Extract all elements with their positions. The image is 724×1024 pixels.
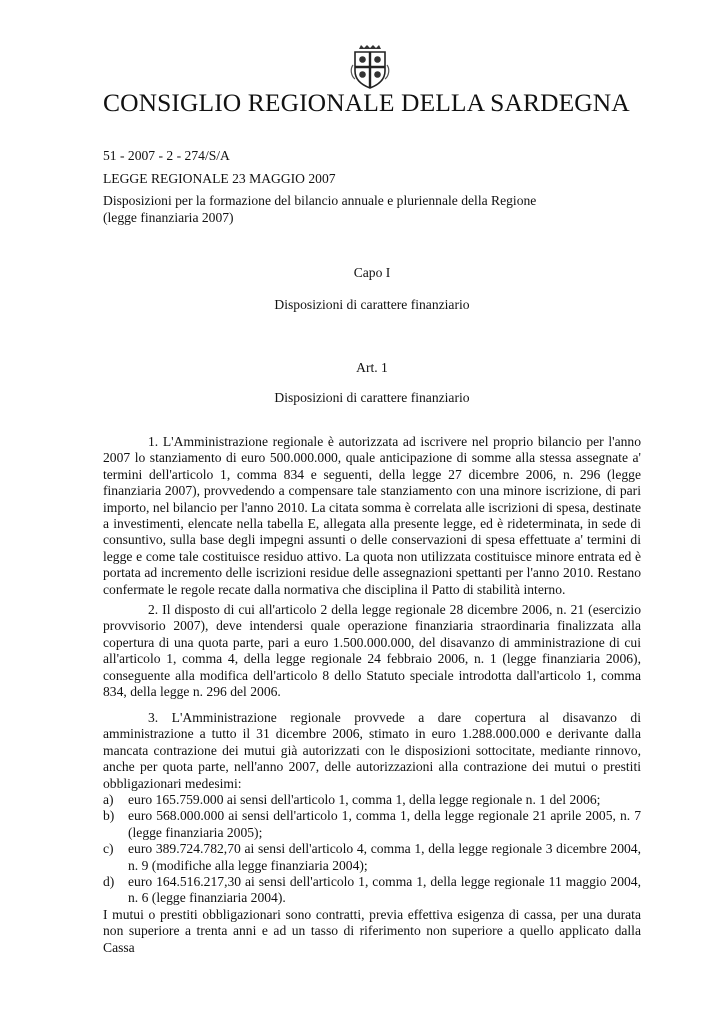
chapter-label: Capo I [353,265,391,280]
list-item-text: euro 568.000.000 ai sensi dell'articolo 1, comma 1, della legge regionale 21 aprile 2005, n. 7 (legge finanziaria 2005); [128,808,641,840]
paragraph-1 [103,434,641,598]
page-title: CONSIGLIO REGIONALE DELLA SARDEGNA [103,88,630,117]
paragraph-3 [103,710,641,956]
document-reference: 51 - 2007 - 2 - 274/S/A [103,148,230,163]
list-item [103,874,641,907]
allocation-list [103,792,641,907]
list-item-text: euro 165.759.000 ai sensi dell'articolo 1, comma 1, della legge regionale n. 1 del 2006; [128,792,601,808]
list-item [103,841,641,874]
law-heading: LEGGE REGIONALE 23 MAGGIO 2007 [103,171,336,186]
list-item-text: euro 164.516.217,30 ai sensi dell'articolo 1, comma 1, della legge regionale 11 maggio 2004, n. 6 (legge finanziaria 2004). [128,874,641,906]
list-item-label: d) [103,874,115,890]
list-item-label: a) [103,792,114,808]
paragraph-1-text: 1. L'Amministrazione regionale è autorizzata ad iscrivere nel proprio bilancio per l'anno 2007 lo stanziamento di euro 500.000.000, quale anticipazione di somme alla stessa assegnate a' termini dell'articolo 1, comma 834 e seguenti, della legge 27 dicembre 2006, n. 296 (legge finanziaria 2007), provvedendo a compensare tale stanziamento con una minore iscrizione, di pari importo, nel bilancio per l'anno 2010. La citata somma è correlata alle iscrizioni di spesa, destinate a investimenti, elencate nella tabella E, allegata alla presente legge, ed è rideterminata, in sede di consuntivo, sulla base degli impegni assunti o delle conservazioni di spesa effettuate a' termini di legge e come tale costituisce residuo attivo. La quota non utilizzata costituisce minore entrata ed è portata ad incremento delle iscrizioni residue delle assegnazioni spettanti per l'anno 2010. Restano confermate le regole recate dalla normativa che disciplina il Patto di stabilità interno. [103,434,641,597]
paragraph-3-text: 3. L'Amministrazione regionale provvede a dare copertura al disavanzo di amministrazione a tutto il 31 dicembre 2006, stimato in euro 1.288.000.000 e derivante dalla mancata contrazione dei mutui già autorizzati con le disposizioni sottocitate, mediante rinnovo, anche per quota parte, nell'anno 2007, delle autorizzazioni alla contrazione dei mutui o prestiti obbligazionari medesimi: [103,710,641,791]
article-title: Disposizioni di carattere finanziario [274,390,470,405]
list-item-label: c) [103,841,114,857]
list-item [103,792,641,808]
list-item [103,808,641,841]
list-item-label: b) [103,808,115,824]
chapter-title: Disposizioni di carattere finanziario [274,297,470,312]
paragraph-3-continuation: I mutui o prestiti obbligazionari sono contratti, previa effettiva esigenza di cassa, per una durata non superiore a trenta anni e ad un tasso di riferimento non superiore a quello applicato dalla Cassa [103,906,641,955]
law-subject-line-2: (legge finanziaria 2007) [103,210,234,225]
paragraph-2 [103,602,641,700]
sardinia-coat-of-arms-icon [349,43,391,89]
list-item-text: euro 389.724.782,70 ai sensi dell'articolo 4, comma 1, della legge regionale 3 dicembre 2004, n. 9 (modifiche alla legge finanziaria 2004); [128,841,641,873]
article-label: Art. 1 [356,360,388,375]
law-subject-line-1: Disposizioni per la formazione del bilancio annuale e pluriennale della Regione [103,193,537,208]
paragraph-2-text: 2. Il disposto di cui all'articolo 2 della legge regionale 28 dicembre 2006, n. 21 (esercizio provvisorio 2007), deve intendersi quale operazione finanziaria straordinaria finalizzata alla copertura di una quota parte, pari a euro 1.500.000.000, del disavanzo di amministrazione di cui all'articolo 1, comma 4, della legge regionale 24 febbraio 2006, n. 1 (legge finanziaria 2006), conseguente alla modifica dell'articolo 8 dello Statuto speciale introdotta dall'articolo 1, comma 834, della legge n. 296 del 2006. [103,602,641,700]
